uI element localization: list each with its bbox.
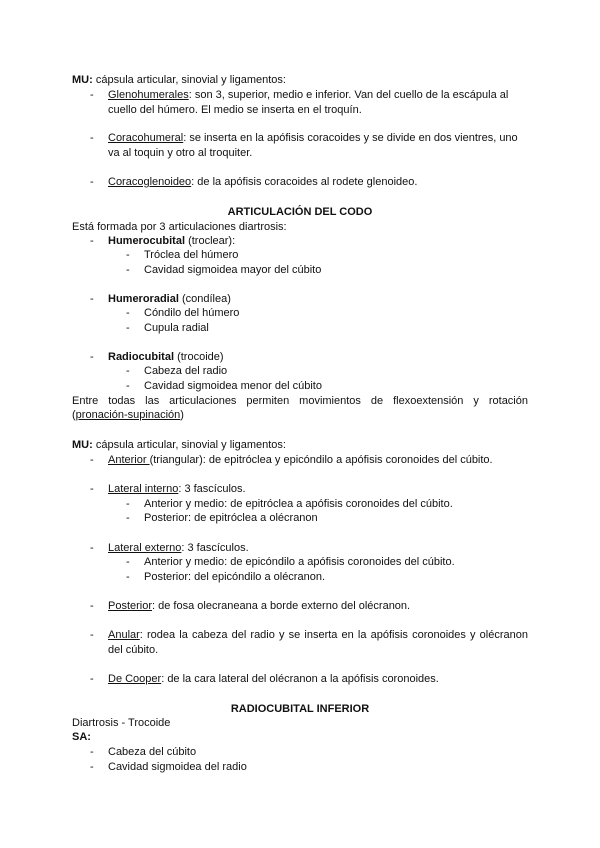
bullet-dash: - — [90, 89, 94, 101]
ligament-term: Coracoglenoideo — [108, 176, 192, 188]
shoulder-mu-text: cápsula articular, sinovial y ligamentos: — [92, 74, 286, 86]
ligament-term: Lateral externo — [108, 542, 182, 554]
bullet-dash: - — [126, 249, 130, 261]
sub-item — [90, 760, 590, 775]
list-item-text — [108, 131, 528, 146]
ligament-item — [90, 672, 590, 687]
sub-item — [90, 745, 590, 760]
shoulder-mu-line — [72, 73, 528, 88]
paren-open: ( — [72, 409, 76, 421]
ligament-text — [108, 482, 538, 497]
list-item — [90, 88, 590, 118]
list-item-continuation: cuello del húmero. El medio se inserta en el troquín. — [108, 103, 362, 116]
sub-item — [126, 497, 600, 512]
ligament-text — [108, 453, 538, 468]
ligament-description: : de la cara lateral del olécranon a la apófisis coronoides. — [161, 673, 439, 685]
list-item-continuation: va al toquin y otro al troquiter. — [108, 146, 253, 159]
bullet-dash: - — [90, 235, 94, 247]
elbow-mu-line — [72, 438, 528, 453]
ligament-item — [90, 541, 590, 556]
ligament-term: De Cooper — [108, 673, 162, 685]
elbow-mu-text: cápsula articular, sinovial y ligamentos: — [92, 439, 286, 451]
ligament-term: Glenohumerales — [108, 89, 189, 101]
sub-item-text: Posterior: de epitróclea a olécranon — [144, 512, 318, 524]
joint-type: (trocoide) — [174, 351, 224, 363]
ligament-term: Posterior — [108, 600, 153, 612]
ligament-text — [108, 599, 538, 614]
sub-item — [126, 364, 600, 379]
section-title: ARTICULACIÓN DEL CODO — [227, 206, 373, 218]
bullet-dash: - — [126, 512, 130, 524]
sub-item-text: Cavidad sigmoidea menor del cúbito — [144, 380, 322, 392]
ligament-term: Coracohumeral — [108, 132, 184, 144]
bullet-dash: - — [90, 542, 94, 554]
list-item-text — [108, 88, 528, 103]
ligament-description: (triangular): de epitróclea y epicóndilo a apófisis coronoides del cúbito. — [149, 454, 493, 466]
bullet-dash: - — [90, 629, 94, 641]
sub-item — [126, 263, 600, 278]
bullet-dash: - — [126, 556, 130, 568]
sub-item-text: Tróclea del húmero — [144, 249, 239, 261]
ligament-term: Anular — [108, 629, 140, 641]
bullet-dash: - — [126, 498, 130, 510]
joint-item — [90, 234, 590, 249]
joint-name: Humerocubital — [108, 235, 186, 247]
bullet-dash: - — [90, 483, 94, 495]
bullet-dash: - — [126, 380, 130, 392]
sub-item — [126, 379, 600, 394]
joint-text — [108, 234, 528, 249]
sub-item-text: Cabeza del cúbito — [108, 746, 197, 758]
elbow-mu-label: MU: — [72, 439, 93, 451]
joint-item — [90, 350, 590, 365]
sa-label: SA: — [72, 731, 91, 743]
movement-text: Entre todas las articulaciones permiten movimientos de flexoextensión y rotación — [72, 395, 528, 407]
ligament-description: : se inserta en la apófisis coracoides y se divide en dos vientres, uno — [183, 132, 518, 144]
sub-item — [126, 248, 600, 263]
sub-item-text: Cavidad sigmoidea del radio — [108, 761, 247, 773]
ligament-term: Lateral interno — [108, 483, 179, 495]
movement-text-continuation — [72, 408, 528, 423]
sub-item — [126, 555, 600, 570]
sub-item-text: Cabeza del radio — [144, 365, 228, 377]
joint-name: Humeroradial — [108, 293, 179, 305]
list-item-text — [108, 175, 528, 190]
bullet-dash: - — [90, 600, 94, 612]
ligament-text — [108, 672, 538, 687]
bullet-dash: - — [90, 761, 94, 773]
joint-item — [90, 292, 590, 307]
section-title: RADIOCUBITAL INFERIOR — [230, 703, 370, 715]
ligament-text — [108, 541, 538, 556]
elbow-intro: Está formada por 3 articulaciones diartrosis: — [72, 221, 287, 233]
list-item — [90, 131, 590, 161]
joint-text — [108, 350, 528, 365]
list-item — [90, 175, 590, 190]
ligament-item — [90, 482, 590, 497]
bullet-dash: - — [90, 132, 94, 144]
sub-item-text: Anterior y medio: de epicóndilo a apófisis coronoides del cúbito. — [144, 556, 455, 568]
joint-text — [108, 292, 528, 307]
ligament-description: : son 3, superior, medio e inferior. Van del cuello de la escápula al — [188, 89, 509, 101]
ligament-description: : 3 fascículos. — [181, 542, 249, 554]
ligament-item — [90, 453, 590, 468]
bullet-dash: - — [126, 322, 130, 334]
sub-item — [126, 321, 600, 336]
joint-type: (condílea) — [178, 293, 231, 305]
bullet-dash: - — [90, 454, 94, 466]
sub-item-text: Cóndilo del húmero — [144, 307, 240, 319]
bullet-dash: - — [90, 746, 94, 758]
sub-item — [126, 570, 600, 585]
paren-close: ) — [180, 409, 184, 421]
joint-type-line: Diartrosis - Trocoide — [72, 717, 171, 729]
bullet-dash: - — [90, 293, 94, 305]
sub-item — [126, 511, 600, 526]
joint-name: Radiocubital — [108, 351, 175, 363]
sub-item-text: Anterior y medio: de epitróclea a apófisis coronoides del cúbito. — [144, 498, 453, 510]
sub-item — [126, 306, 600, 321]
bullet-dash: - — [126, 365, 130, 377]
ligament-term: Anterior — [108, 454, 150, 466]
sub-item-text: Posterior: del epicóndilo a olécranon. — [144, 571, 326, 583]
bullet-dash: - — [126, 264, 130, 276]
shoulder-mu-label: MU: — [72, 74, 93, 86]
ligament-description: : de fosa olecraneana a borde externo del olécranon. — [152, 600, 411, 612]
ligament-item — [90, 628, 590, 658]
bullet-dash: - — [90, 351, 94, 363]
ligament-item — [90, 599, 590, 614]
ligament-description: : de la apófisis coracoides al rodete glenoideo. — [191, 176, 418, 188]
bullet-dash: - — [90, 176, 94, 188]
movement-term: pronación-supinación — [75, 409, 181, 421]
joint-type: (troclear): — [185, 235, 236, 247]
ligament-description: : 3 fascículos. — [178, 483, 246, 495]
bullet-dash: - — [90, 673, 94, 685]
ligament-description: : rodea la cabeza del radio y se inserta en la apófisis coronoides y olécranon — [139, 629, 528, 641]
bullet-dash: - — [126, 307, 130, 319]
sub-item-text: Cupula radial — [144, 322, 209, 334]
bullet-dash: - — [126, 571, 130, 583]
ligament-text — [108, 628, 528, 643]
sub-item-text: Cavidad sigmoidea mayor del cúbito — [144, 264, 322, 276]
ligament-text-continuation: del cúbito. — [108, 643, 159, 656]
